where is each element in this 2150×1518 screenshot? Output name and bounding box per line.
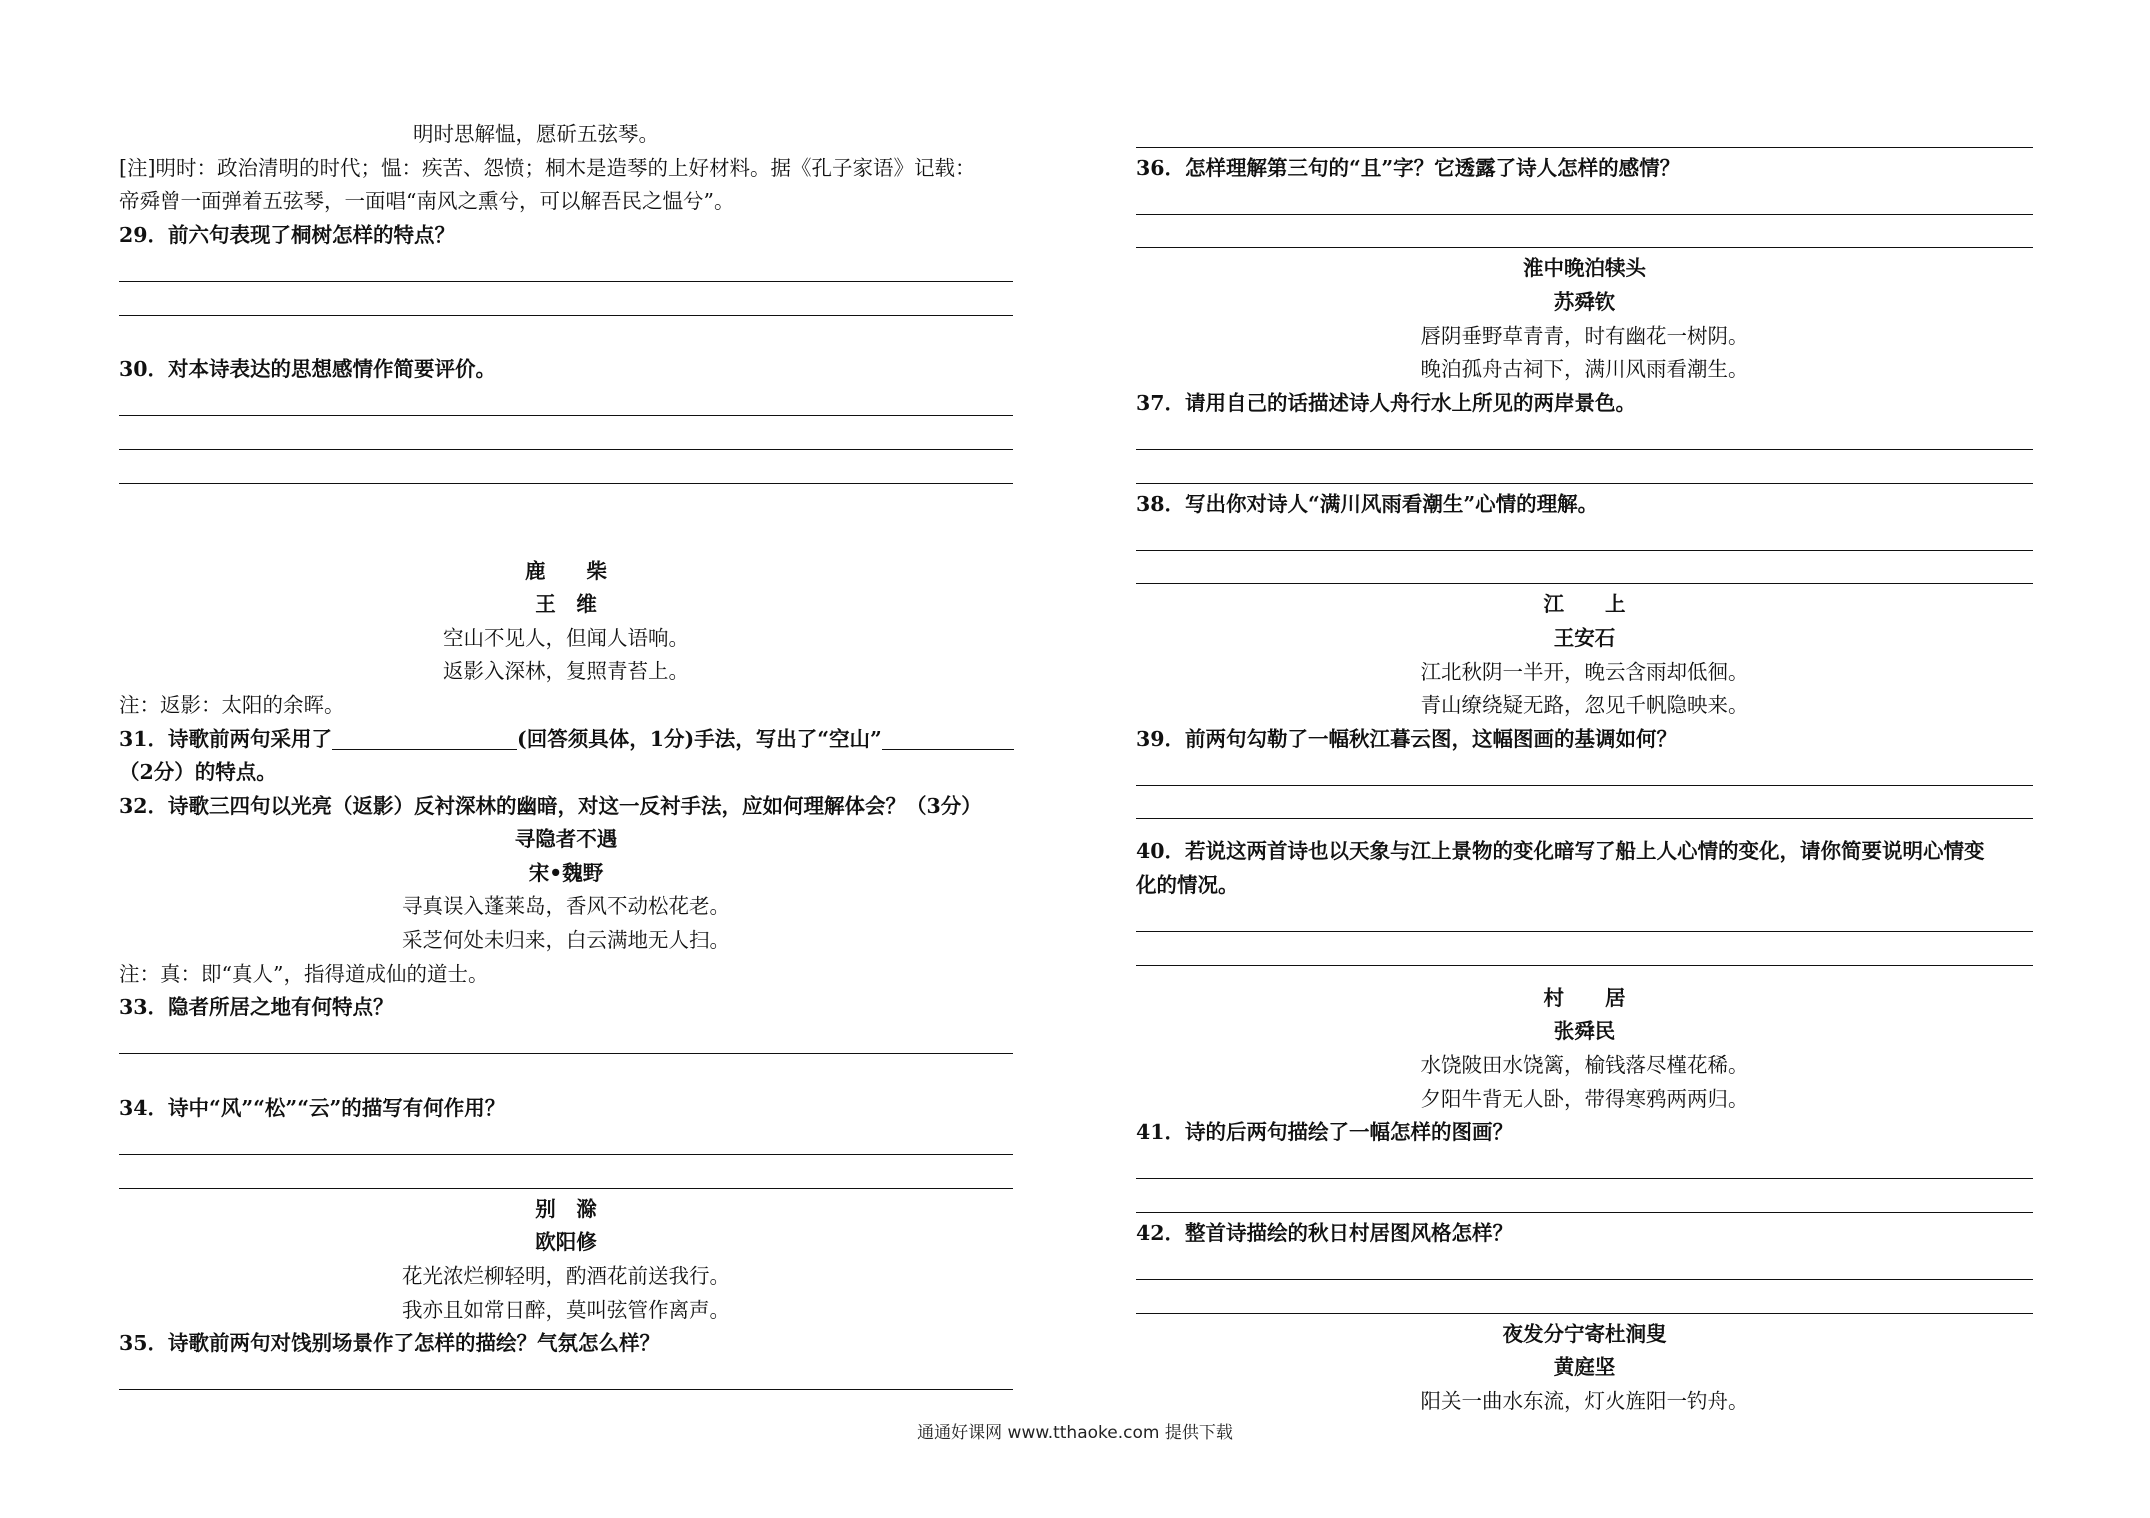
spacer	[1136, 970, 2033, 982]
poem-line: 阳关一曲水东流，灯火旌阳一钓舟。	[1420, 1388, 1749, 1413]
answer-line[interactable]	[1136, 185, 2033, 219]
question-31-cont: （2分）的特点。	[119, 760, 277, 785]
question-42: 42．整首诗描绘的秋日村居图风格怎样？	[1136, 1221, 1514, 1245]
poem-author: 张舜民	[1553, 1019, 1616, 1044]
answer-line[interactable]	[1136, 1150, 2033, 1184]
answer-line[interactable]	[1136, 555, 2033, 589]
question-31-text: 31．诗歌前两句采用了	[119, 726, 333, 751]
question-30: 30．对本诗表达的思想感情作简要评价。	[119, 357, 497, 382]
poem-line: 青山缭绕疑无路，忽见千帆隐映来。	[1420, 693, 1749, 718]
annotation: 帝舜曾一面弹着五弦琴，一面唱“南风之熏兮，可以解吾民之愠兮”。	[119, 189, 735, 214]
answer-line[interactable]	[119, 252, 1013, 286]
question-40-cont: 化的情况。	[1136, 873, 1239, 898]
answer-line[interactable]	[119, 420, 1013, 454]
poem-line: 返影入深林，复照青苔上。	[443, 659, 689, 684]
answer-line[interactable]	[1136, 936, 2033, 970]
question-36: 36．怎样理解第三句的“且”字？它透露了诗人怎样的感情？	[1136, 155, 1681, 180]
poem-title: 鹿 柴	[525, 558, 607, 583]
poem-line: 空山不见人，但闻人语响。	[443, 625, 689, 650]
poem-title: 江 上	[1543, 592, 1626, 617]
fill-blank[interactable]	[332, 727, 517, 750]
poem-author: 苏舜钦	[1553, 289, 1616, 314]
question-31-text: (回答须具体，1分)手法，写出了“空山”	[517, 726, 882, 751]
fill-blank[interactable]	[882, 727, 1014, 750]
left-column	[119, 118, 1013, 1394]
right-column	[1136, 118, 2033, 1419]
poem-line: 明时思解愠，愿斫五弦琴。	[413, 122, 659, 146]
poem-author: 王 维	[535, 592, 597, 617]
poem-author: 欧阳修	[535, 1230, 597, 1255]
question-35: 35．诗歌前两句对饯别场景作了怎样的描绘？气氛怎么样？	[119, 1331, 661, 1356]
page-footer: 通通好课网 www.tthaoke.com 提供下载	[917, 1423, 1233, 1443]
spacer	[119, 320, 1013, 354]
poem-line: 晚泊孤舟古祠下，满川风雨看潮生。	[1420, 357, 1749, 382]
question-34: 34．诗中“风”“松”“云”的描写有何作用？	[119, 1096, 506, 1121]
question-29: 29．前六句表现了桐树怎样的特点？	[119, 222, 456, 247]
annotation: 注：真：即“真人”，指得道成仙的道士。	[119, 961, 489, 986]
answer-line[interactable]	[119, 1159, 1013, 1193]
poem-title: 夜发分宁寄杜涧叟	[1502, 1321, 1667, 1346]
answer-line[interactable]	[119, 1126, 1013, 1160]
answer-line[interactable]	[1136, 1251, 2033, 1285]
poem-author: 宋•魏野	[528, 860, 604, 885]
answer-line[interactable]	[1136, 1183, 2033, 1217]
poem-title: 寻隐者不遇	[514, 827, 618, 852]
question-33: 33．隐者所居之地有何特点？	[119, 995, 394, 1020]
spacer	[119, 488, 1013, 555]
poem-line: 江北秋阴一半开，晚云含雨却低徊。	[1420, 659, 1749, 684]
poem-line: 我亦且如常日醉，莫叫弦管作离声。	[402, 1297, 730, 1322]
poem-line: 夕阳牛背无人卧，带得寒鸦两两归。	[1420, 1086, 1749, 1111]
question-38: 38．写出你对诗人“满川风雨看潮生”心情的理解。	[1136, 491, 1599, 516]
answer-line[interactable]	[119, 1025, 1013, 1059]
answer-line[interactable]	[1136, 790, 2033, 824]
answer-line[interactable]	[119, 1361, 1013, 1395]
spacer	[1136, 823, 2033, 835]
answer-line[interactable]	[1136, 1284, 2033, 1318]
question-32: 32．诗歌三四句以光亮（返影）反衬深林的幽暗，对这一反衬手法，应如何理解体会？（3分）	[119, 793, 982, 818]
poem-author: 黄庭坚	[1553, 1355, 1616, 1380]
answer-line[interactable]	[1136, 903, 2033, 937]
poem-line: 水饶陂田水饶篱，榆钱落尽槿花稀。	[1420, 1053, 1749, 1078]
question-40: 40．若说这两首诗也以天象与江上景物的变化暗写了船上人心情的变化，请你简要说明心情变	[1136, 839, 1985, 864]
spacer	[119, 1058, 1013, 1092]
answer-line[interactable]	[1136, 118, 2033, 152]
answer-line[interactable]	[119, 387, 1013, 421]
annotation: 注：返影：太阳的余晖。	[119, 692, 345, 717]
annotation: [注]明时：政治清明的时代；愠：疾苦、怨愤；桐木是造琴的上好材料。据《孔子家语》记载：	[119, 155, 976, 180]
poem-title: 别 滁	[535, 1196, 597, 1221]
poem-line: 花光浓烂柳轻明，酌酒花前送我行。	[402, 1264, 730, 1288]
answer-line[interactable]	[1136, 454, 2033, 488]
answer-line[interactable]	[1136, 219, 2033, 253]
poem-title: 淮中晚泊犊头	[1523, 256, 1646, 281]
answer-line[interactable]	[1136, 521, 2033, 555]
question-37: 37．请用自己的话描述诗人舟行水上所见的两岸景色。	[1136, 390, 1637, 415]
answer-line[interactable]	[1136, 756, 2033, 790]
poem-line: 寻真误入蓬莱岛，香风不动松花老。	[402, 894, 730, 919]
question-41: 41．诗的后两句描绘了一幅怎样的图画？	[1136, 1120, 1514, 1145]
answer-line[interactable]	[1136, 420, 2033, 454]
poem-title: 村 居	[1543, 985, 1626, 1010]
answer-line[interactable]	[119, 286, 1013, 320]
poem-author: 王安石	[1553, 625, 1616, 650]
question-31	[119, 723, 1013, 757]
poem-line: 唇阴垂野草青青，时有幽花一树阴。	[1420, 323, 1749, 348]
answer-line[interactable]	[119, 454, 1013, 488]
question-39: 39．前两句勾勒了一幅秋江暮云图，这幅图画的基调如何？	[1136, 726, 1678, 751]
poem-line: 采芝何处未归来，白云满地无人扫。	[402, 928, 730, 953]
